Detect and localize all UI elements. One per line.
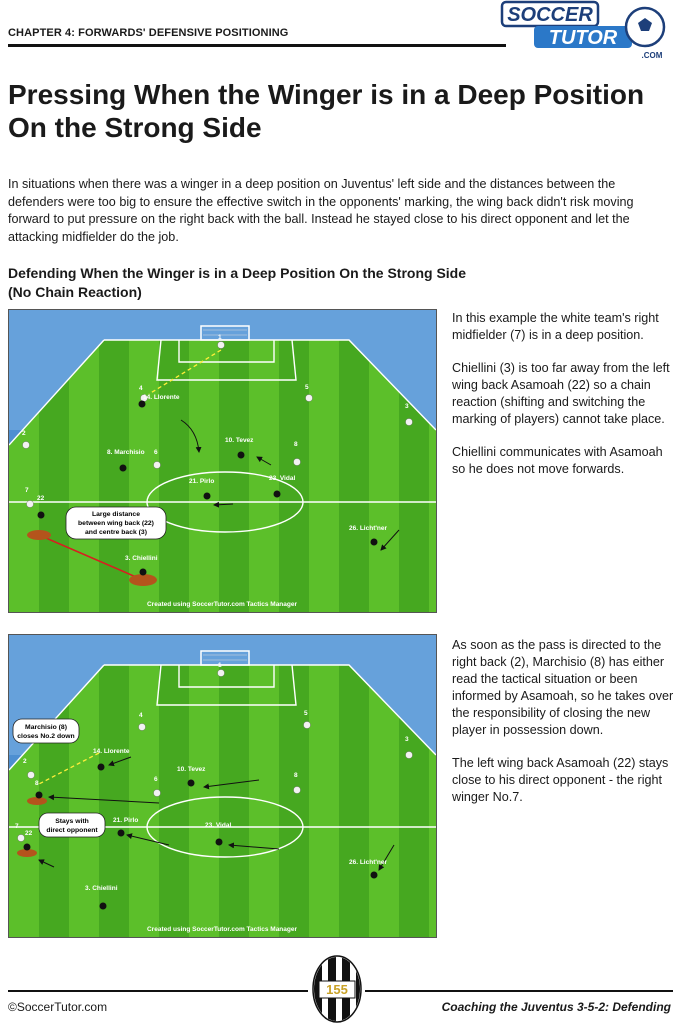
player-llorente xyxy=(98,764,105,771)
svg-text:Large distance: Large distance xyxy=(92,511,140,518)
svg-text:Marchisio (8): Marchisio (8) xyxy=(25,724,67,731)
side1-paragraph-2: Chiellini (3) is too far away from the left wing back Asamoah (22) so a chain reaction (shifting and switching the marking of players) cannot take place. xyxy=(452,361,670,426)
label-llorente: 14. Llorente xyxy=(143,394,180,401)
player-pirlo xyxy=(204,493,211,500)
label-pirlo: 21. Pirlo xyxy=(113,817,139,824)
diagram-credit: Created using SoccerTutor.com Tactics Manager xyxy=(146,926,298,933)
label-tevez: 10. Tevez xyxy=(177,766,206,773)
side1-paragraph-3: Chiellini communicates with Asamoah so he does not move forwards. xyxy=(452,445,663,476)
label-8-white: 8 xyxy=(294,772,298,779)
player-white-3 xyxy=(406,419,413,426)
player-marchisio xyxy=(36,792,43,799)
page-number: 155 xyxy=(326,982,348,997)
label-3: 3 xyxy=(405,736,409,743)
player-chiellini xyxy=(140,569,147,576)
callout-marchisio xyxy=(13,719,79,743)
player-white-8 xyxy=(294,787,301,794)
label-22: 22 xyxy=(25,830,33,837)
player-vidal xyxy=(216,839,223,846)
label-1: 1 xyxy=(218,334,222,341)
svg-text:and centre back (3): and centre back (3) xyxy=(85,529,147,536)
player-white-3 xyxy=(406,752,413,759)
player-lichtsteiner xyxy=(371,872,378,879)
player-asamoah xyxy=(24,844,31,851)
label-lichtsteiner: 26. Licht'ner xyxy=(349,525,388,532)
player-tevez xyxy=(188,780,195,787)
chapter-rule xyxy=(8,44,506,47)
player-llorente xyxy=(139,401,146,408)
player-white-7 xyxy=(27,501,34,508)
label-8: 8 xyxy=(294,441,298,448)
footer-book-title: Coaching the Juventus 3-5-2: Defending xyxy=(441,1000,671,1014)
label-tevez: 10. Tevez xyxy=(225,437,254,444)
label-3: 3 xyxy=(405,403,409,410)
footer-rule-left xyxy=(8,990,308,992)
label-6: 6 xyxy=(154,449,158,456)
footer-copyright: ©SoccerTutor.com xyxy=(8,1000,108,1014)
subheading-line-2: (No Chain Reaction) xyxy=(8,284,142,300)
label-llorente: 14. Llorente xyxy=(93,748,130,755)
side2-paragraph-1: As soon as the pass is directed to the right back (2), Marchisio (8) has either read the tactical situation or been informed by Asamoah, so he takes over the responsibility of closing the new player in possession down. xyxy=(452,638,674,737)
label-4: 4 xyxy=(139,385,143,392)
label-vidal: 23. Vidal xyxy=(205,822,232,829)
logo-domain: .COM xyxy=(641,51,663,60)
player-white-8 xyxy=(294,459,301,466)
subheading-line-1: Defending When the Winger is in a Deep Position On the Strong Side xyxy=(8,265,467,281)
section-subheading xyxy=(8,264,648,302)
label-8: 8 xyxy=(35,780,39,787)
juventus-page-badge xyxy=(311,955,363,1023)
player-white-1 xyxy=(218,670,225,677)
player-white-1 xyxy=(218,342,225,349)
player-white-4 xyxy=(139,724,146,731)
label-5: 5 xyxy=(304,710,308,717)
svg-text:direct opponent: direct opponent xyxy=(46,827,98,834)
label-2: 2 xyxy=(23,758,27,765)
logo-text-bottom: TUTOR xyxy=(548,27,618,49)
pitch xyxy=(9,340,436,612)
svg-text:Stays with: Stays with xyxy=(55,818,89,825)
chapter-heading: CHAPTER 4: FORWARDS' DEFENSIVE POSITIONING xyxy=(8,27,289,39)
player-chiellini xyxy=(100,903,107,910)
label-5: 5 xyxy=(305,384,309,391)
player-vidal xyxy=(274,491,281,498)
page-title: Pressing When the Winger is in a Deep Position On the Strong Side xyxy=(8,79,645,143)
callout-stays-with-opponent xyxy=(39,813,105,837)
label-chiellini: 3. Chiellini xyxy=(85,885,118,892)
player-white-2 xyxy=(28,772,35,779)
player-tevez xyxy=(238,452,245,459)
label-pirlo: 21. Pirlo xyxy=(189,478,215,485)
tactics-diagram-1 xyxy=(8,309,437,613)
side2-paragraph-2: The left wing back Asamoah (22) stays close to his direct opponent - the right winger No.7. xyxy=(452,756,669,804)
soccertutor-logo xyxy=(500,0,672,62)
label-7: 7 xyxy=(25,487,29,494)
player-pirlo xyxy=(118,830,125,837)
logo-text-top: SOCCER xyxy=(507,4,593,26)
pitch xyxy=(9,665,436,937)
player-white-7 xyxy=(18,835,25,842)
player-marchisio xyxy=(120,465,127,472)
label-marchisio: 8. Marchisio xyxy=(107,449,145,456)
intro-paragraph: In situations when there was a winger in a deep position on Juventus' left side and the distances between the defenders were too big to ensure the effective switch in the opponents' marking, the wing back didn't risk moving forward to put pressure on the right back with the ball. Instead he stayed close to his direct opponent and let the attacking midfielder do the job. xyxy=(8,177,634,244)
callout-large-distance xyxy=(66,507,166,539)
side-text-2 xyxy=(452,637,674,822)
label-7: 7 xyxy=(15,823,19,830)
label-1: 1 xyxy=(218,662,222,669)
side1-paragraph-1: In this example the white team's right midfielder (7) is in a deep position. xyxy=(452,311,659,342)
svg-text:between wing back (22): between wing back (22) xyxy=(78,520,154,527)
label-4: 4 xyxy=(139,712,143,719)
player-white-5 xyxy=(306,395,313,402)
player-lichtsteiner xyxy=(371,539,378,546)
label-6: 6 xyxy=(154,776,158,783)
label-2: 2 xyxy=(22,430,26,437)
label-lichtsteiner: 26. Licht'ner xyxy=(349,859,388,866)
player-asamoah xyxy=(38,512,45,519)
side-text-1 xyxy=(452,310,674,494)
label-22: 22 xyxy=(37,495,45,502)
player-white-6 xyxy=(154,462,161,469)
label-vidal: 23. Vidal xyxy=(269,475,296,482)
svg-text:closes No.2 down: closes No.2 down xyxy=(17,733,75,740)
tactics-diagram-2 xyxy=(8,634,437,938)
label-chiellini: 3. Chiellini xyxy=(125,555,158,562)
player-white-6 xyxy=(154,790,161,797)
player-white-5 xyxy=(304,722,311,729)
footer-rule-right xyxy=(365,990,673,992)
player-white-2 xyxy=(23,442,30,449)
diagram-credit: Created using SoccerTutor.com Tactics Manager xyxy=(146,601,298,608)
